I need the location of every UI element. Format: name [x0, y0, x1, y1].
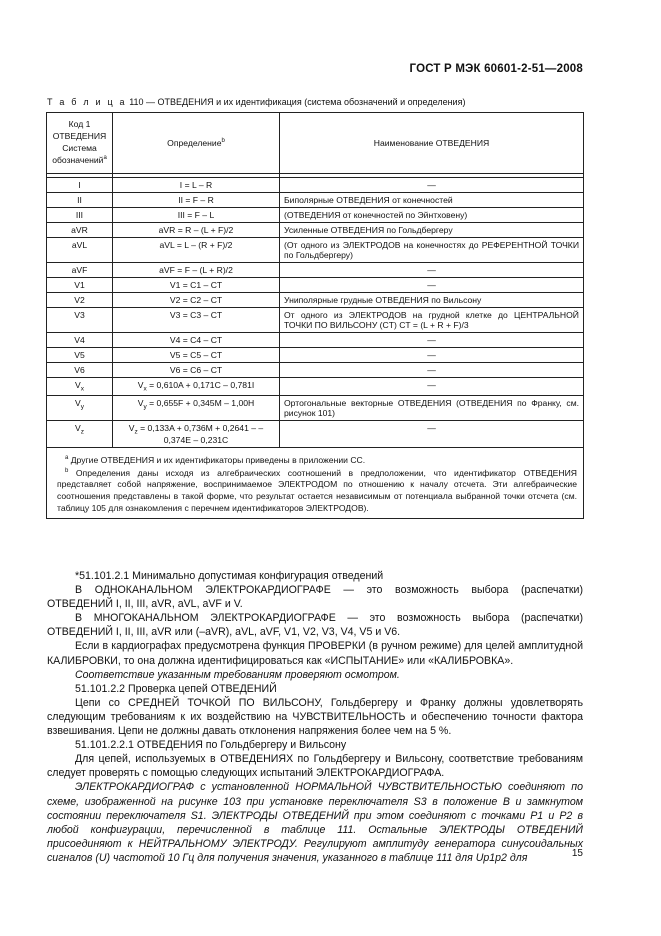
lead-name: Униполярные грудные ОТВЕДЕНИЯ по Вильсону: [280, 293, 584, 308]
paragraph: Если в кардиографах предусмотрена функция ПРОВЕРКИ (в ручном режиме) для целей амплитудной КАЛИБРОВКИ, то она должна идентифицироваться как «ИСПЫТАНИЕ» или «КАЛИБРОВКА».: [47, 640, 583, 667]
lead-definition: V3 = C3 – CT: [113, 308, 280, 333]
table-row: [47, 263, 584, 278]
lead-name: —: [280, 420, 584, 448]
footnote-a: $^a$ Другие ОТВЕДЕНИЯ и их идентификаторы приведены в приложении СС.: [65, 455, 366, 466]
table-row: [47, 193, 584, 208]
lead-name: —: [280, 178, 584, 193]
table-row: [47, 223, 584, 238]
lead-code: aVL: [47, 238, 113, 263]
lead-code: II: [47, 193, 113, 208]
footnote-b: $^b$ Определения даны исходя из алгебраических соотношений в предположении, что идентификатор ОТВЕДЕНИЯ представляет собой напряжение, воспринимаемое ЭЛЕКТРОДОМ по отношению к началу отсчета. Эти алгебраические соотношения представлены в такой форме, что результат остается независимым от потенциала выбранной точки отсчета (см. таблицу 105 для ознакомления с перечнем идентификаторов ЭЛЕКТРОДОВ).: [57, 467, 577, 513]
paragraph: Цепи со СРЕДНЕЙ ТОЧКОЙ ПО ВИЛЬСОНУ, Гольдбергеру и Франку должны удовлетворять следующим требованиям к их воздействию на ЧУВСТВИТЕЛЬНОСТЬ и обеспечению точности фактора взвешивания. Цепи не должны давать отклонения напряжения более чем на 5 %.: [47, 696, 583, 738]
table-row: [47, 293, 584, 308]
lead-code: aVR: [47, 223, 113, 238]
table-row: [47, 178, 584, 193]
lead-code: V4: [47, 333, 113, 348]
paragraph: ЭЛЕКТРОКАРДИОГРАФ с установленной НОРМАЛЬНОЙ ЧУВСТВИТЕЛЬНОСТЬЮ соединяют по схеме, изображенной на рисунке 103 при установке переключателя S3 в положение B и замкнутом состоянии переключателя S1. ЭЛЕКТРОДЫ ОТВЕДЕНИЙ при этом соединяют с точками P1 и P2 в любой конфигурации, перечисленной в таблице 111. Остальные ЭЛЕКТРОДЫ ОТВЕДЕНИЙ присоединяют к НЕЙТРАЛЬНОМУ ЭЛЕКТРОДУ. Регулируют амплитуду генератора синусоидальных сигналов (U) частотой 10 Гц для получения значения, указанного в таблице 111 для Up1p2 для: [47, 781, 583, 864]
header-definition: Определение$^b$: [113, 113, 280, 174]
lead-name: Биполярные ОТВЕДЕНИЯ от конечностей: [280, 193, 584, 208]
paragraph: Для цепей, используемых в ОТВЕДЕНИЯХ по Гольдбергеру и Вильсону, соответствие требованиям следует проверять с помощью следующих испытаний ЭЛЕКТРОКАРДИОГРАФА.: [47, 753, 583, 780]
table-row: [47, 378, 584, 396]
table-row: [47, 333, 584, 348]
lead-code: V5: [47, 348, 113, 363]
lead-name: —: [280, 333, 584, 348]
table-row: [47, 238, 584, 263]
lead-name: —: [280, 278, 584, 293]
paragraph: 51.101.2.2.1 ОТВЕДЕНИЯ по Гольдбергеру и Вильсону: [75, 739, 347, 752]
page-number: 15: [571, 848, 583, 859]
lead-definition: V5 = C5 – CT: [113, 348, 280, 363]
lead-name: (От одного из ЭЛЕКТРОДОВ на конечностях до РЕФЕРЕНТНОЙ ТОЧКИ по Гольдбергеру): [280, 238, 584, 263]
lead-definition: aVF = F – (L + R)/2: [113, 263, 280, 278]
lead-definition: aVR = R – (L + F)/2: [113, 223, 280, 238]
table-row: [47, 395, 584, 420]
lead-definition: $V_z = 0,133A + 0,736M + 0,2641$ – – 0,374E – 0,231C: [113, 420, 280, 448]
lead-name: Ортогональные векторные ОТВЕДЕНИЯ (ОТВЕДЕНИЯ по Франку, см. рисунок 101): [280, 395, 584, 420]
lead-definition: V2 = C2 – CT: [113, 293, 280, 308]
leads-table: [46, 112, 584, 519]
lead-code: $V_z$: [47, 420, 113, 448]
lead-definition: I = L – R: [113, 178, 280, 193]
table-row: [47, 208, 584, 223]
table-row: [47, 308, 584, 333]
lead-code: V3: [47, 308, 113, 333]
lead-code: V1: [47, 278, 113, 293]
body-text: [47, 569, 583, 865]
paragraph: *51.101.2.1 Минимально допустимая конфигурация отведений: [75, 570, 384, 582]
lead-code: $V_x$: [47, 378, 113, 396]
lead-name: —: [280, 363, 584, 378]
lead-code: aVF: [47, 263, 113, 278]
lead-name: —: [280, 263, 584, 278]
table-caption: [47, 97, 465, 107]
lead-definition: V4 = C4 – CT: [113, 333, 280, 348]
lead-definition: $V_y = 0,655F + 0,345M - 1,00H$: [113, 395, 280, 420]
paragraph: Соответствие указанным требованиям проверяют осмотром.: [75, 668, 400, 681]
lead-definition: $V_x = 0,610A + 0,171C - 0,781I$: [113, 378, 280, 396]
lead-name: От одного из ЭЛЕКТРОДОВ на грудной клетке до ЦЕНТРАЛЬНОЙ ТОЧКИ ПО ВИЛЬСОНУ (CT) CT = (L + R + F)/3: [280, 308, 584, 333]
lead-definition: II = F – R: [113, 193, 280, 208]
table-header-row: [47, 113, 584, 174]
table-row: [47, 363, 584, 378]
table-notes: [47, 448, 584, 519]
caption-text: 110 — ОТВЕДЕНИЯ и их идентификация (система обозначений и определения): [126, 97, 466, 107]
table-notes-row: [47, 448, 584, 519]
lead-name: —: [280, 348, 584, 363]
lead-definition: V1 = C1 – CT: [113, 278, 280, 293]
header-code: Код 1 ОТВЕДЕНИЯ Система обозначений$^a$: [47, 113, 113, 174]
lead-code: $V_y$: [47, 395, 113, 420]
lead-definition: V6 = C6 – CT: [113, 363, 280, 378]
table-row: [47, 278, 584, 293]
paragraph: 51.101.2.2 Проверка цепей ОТВЕДЕНИЙ: [75, 682, 277, 695]
lead-name: (ОТВЕДЕНИЯ от конечностей по Эйнтховену): [280, 208, 584, 223]
header-name: Наименование ОТВЕДЕНИЯ: [280, 113, 584, 174]
caption-prefix: Т а б л и ц а: [47, 97, 127, 107]
paragraph: В ОДНОКАНАЛЬНОМ ЭЛЕКТРОКАРДИОГРАФЕ — это возможность выбора (распечатки) ОТВЕДЕНИЙ I, II, III, aVR, aVL, aVF и V.: [47, 584, 583, 611]
table-row: [47, 348, 584, 363]
lead-code: V6: [47, 363, 113, 378]
table-row: [47, 420, 584, 448]
paragraph: В МНОГОКАНАЛЬНОМ ЭЛЕКТРОКАРДИОГРАФЕ — это возможность выбора (распечатки) ОТВЕДЕНИЙ I, II, III, aVR или (–aVR), aVL, aVF, V1, V2, V3, V4, V5 и V6.: [47, 612, 583, 639]
lead-definition: III = F – L: [113, 208, 280, 223]
lead-code: III: [47, 208, 113, 223]
lead-name: —: [280, 378, 584, 396]
lead-code: V2: [47, 293, 113, 308]
lead-name: Усиленные ОТВЕДЕНИЯ по Гольдбергеру: [280, 223, 584, 238]
lead-code: I: [47, 178, 113, 193]
lead-definition: aVL = L – (R + F)/2: [113, 238, 280, 263]
document-header: ГОСТ Р МЭК 60601-2-51—2008: [409, 63, 583, 75]
